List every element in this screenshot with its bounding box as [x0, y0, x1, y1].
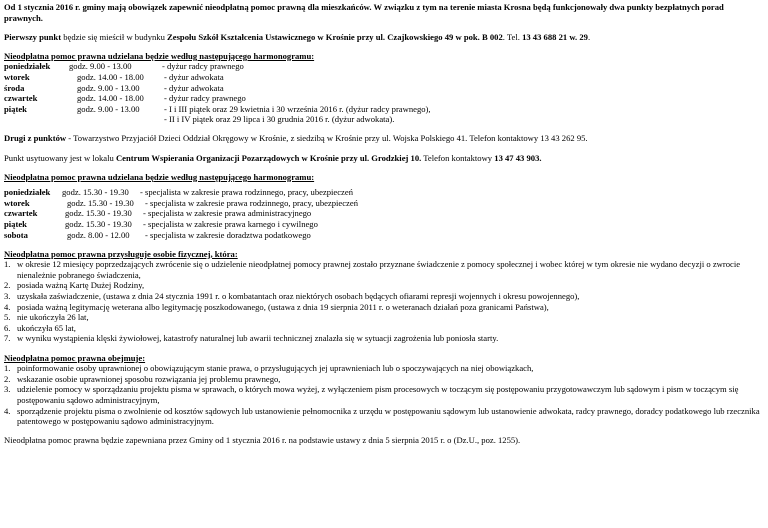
schedule1-day: wtorek — [4, 71, 30, 82]
list-item — [4, 333, 762, 344]
list-item-number: 6. — [4, 322, 11, 333]
list-item — [4, 406, 762, 427]
point1-phone: 13 43 688 21 w. 29 — [522, 31, 588, 42]
schedule1-day: środa — [4, 82, 25, 93]
schedule1-row — [4, 104, 762, 115]
schedule1-row — [4, 93, 762, 104]
schedule1-hours: godz. 9.00 - 13.00 — [77, 103, 140, 114]
location-center: Centrum Wspierania Organizacji Pozarządowych w Krośnie przy ul. Grodzkiej 10. — [115, 152, 422, 163]
schedule2-desc: - specjalista w zakresie prawa administracyjnego — [143, 208, 312, 219]
list-item-text: w okresie 12 miesięcy poprzedzających zwrócenie się o udzielenie nieodpłatnej pomocy prawnej zostało przyznane świadczenie z pomocy społecznej i wobec której w tym okresie nie wydano decyzji o zwrocie nienależnie pobranego świadczenia, — [17, 259, 741, 280]
list-item-text: wskazanie osobie uprawnionej sposobu rozwiązania jej problemu prawnego, — [17, 373, 281, 384]
schedule1-row — [4, 61, 762, 72]
schedule2-row — [4, 219, 762, 230]
schedule2-row — [4, 198, 762, 209]
list-item-number: 2. — [4, 280, 11, 291]
schedule2-desc: - specjalista w zakresie prawa rodzinnego, pracy, ubezpieczeń — [140, 187, 353, 198]
intro-text: Od 1 stycznia 2016 r. gminy mają obowiązek zapewnić nieodpłatną pomoc prawną dla mieszkańców. W związku z tym na terenie miasta Krosna będą funkcjonowały dwa punkty bezpłatnych porad prawnych. — [4, 2, 724, 23]
schedule1-row — [4, 83, 762, 94]
intro-paragraph — [4, 2, 762, 23]
schedule2-day: piątek — [4, 219, 27, 229]
list-item-number: 3. — [4, 384, 11, 395]
schedule1-day: piątek — [4, 103, 27, 114]
list-item — [4, 384, 762, 405]
schedule2-day: wtorek — [4, 197, 30, 208]
list-item — [4, 323, 762, 334]
schedule1-desc: - dyżur radcy prawnego — [162, 61, 244, 72]
list-item-number: 5. — [4, 312, 11, 323]
location-paragraph — [4, 153, 762, 164]
schedule2-hours: godz. 8.00 - 12.00 — [67, 229, 130, 240]
point1-building: Zespołu Szkół Kształcenia Ustawicznego w Krośnie przy ul. Czajkowskiego 49 w pok. B 002 — [167, 31, 503, 42]
schedule1-desc: - I i III piątek oraz 29 kwietnia i 30 września 2016 r. (dyżur radcy prawnego), — [164, 103, 431, 114]
list-item-text: posiada ważną legitymację weterana albo legitymację poszkodowanego, (ustawa z dnia 19 sierpnia 2011 r. o weteranach działań poza granicami Państwa), — [17, 301, 549, 312]
list-item-number: 3. — [4, 291, 11, 302]
schedule1-desc: - dyżur radcy prawnego — [164, 93, 246, 104]
schedule2-hours: godz. 15.30 - 19.30 — [65, 219, 132, 229]
scope-list — [4, 363, 762, 427]
footer-text: Nieodpłatna pomoc prawna będzie zapewniana przez Gminy od 1 stycznia 2016 r. na podstawie ustawy z dnia 5 sierpnia 2015 r. o (Dz.U., poz. 1255). — [4, 435, 521, 446]
point2-paragraph — [4, 133, 762, 144]
list-item — [4, 291, 762, 302]
point2-text: - Towarzystwo Przyjaciół Dzieci Oddział Okręgowy w Krośnie, z siedzibą w Krośnie przy ul. Wojska Polskiego 41. Telefon kontaktowy 13 43 262 95. — [66, 133, 588, 144]
schedule2-desc: - specjalista w zakresie prawa rodzinnego, pracy, ubezpieczeń — [145, 197, 358, 208]
list-item-text: w wyniku wystąpienia klęski żywiołowej, katastrofy naturalnej lub awarii technicznej znalazła się w sytuacji zagrożenia lub poniosła starty. — [17, 333, 499, 344]
schedule2-day: poniedziałek — [4, 187, 51, 198]
schedule2-desc: - specjalista w zakresie doradztwa podatkowego — [145, 229, 311, 240]
eligibility-list — [4, 259, 762, 344]
schedule1-desc: - dyżur adwokata — [164, 71, 224, 82]
schedule1-hours: godz. 14.00 - 18.00 — [77, 93, 144, 104]
point1-text-a: będzie się mieścił w budynku — [61, 31, 168, 42]
schedule1-desc: - dyżur adwokata — [164, 82, 224, 93]
list-item — [4, 280, 762, 291]
list-item-text: poinformowanie osoby uprawnionej o obowiązującym stanie prawa, o przysługujących jej uprawnieniach lub o spoczywających na niej obowiązkach, — [17, 363, 534, 374]
schedule2-day: sobota — [4, 229, 28, 240]
list-item — [4, 259, 762, 280]
location-text-a: Punkt usytuowany jest w lokalu — [4, 152, 116, 163]
schedule2-heading: Nieodpłatna pomoc prawna udzielana będzie według następującego harmonogramu: — [4, 171, 315, 182]
schedule2-hours: godz. 15.30 - 19.30 — [62, 187, 129, 198]
schedule1-table — [4, 61, 762, 125]
schedule1-hours: godz. 9.00 - 13.00 — [69, 61, 132, 72]
list-item — [4, 374, 762, 385]
list-item — [4, 363, 762, 374]
list-item-text: ukończyła 65 lat, — [17, 322, 76, 333]
point2-label: Drugi z punktów — [4, 133, 67, 144]
schedule2-hours: godz. 15.30 - 19.30 — [65, 208, 132, 219]
list-item-number: 2. — [4, 373, 11, 384]
eligibility-heading: Nieodpłatna pomoc prawna przysługuje osobie fizycznej, która: — [4, 248, 238, 259]
point1-label: Pierwszy punkt — [4, 31, 62, 42]
schedule1-day: poniedziałek — [4, 61, 51, 72]
list-item-number: 4. — [4, 405, 11, 416]
scope-heading: Nieodpłatna pomoc prawna obejmuje: — [4, 352, 146, 363]
list-item-text: udzielenie pomocy w sporządzaniu projektu pisma w sprawach, o których mowa wyżej, z wyłączeniem pism procesowych w toczącym się postępowaniu przygotowawczym lub sądowym i pism w toczącym się postępowaniu sądowo administracyjnym, — [17, 384, 739, 405]
schedule1-desc: - II i IV piątek oraz 29 lipca i 30 grudnia 2016 r. (dyżur adwokata). — [164, 114, 395, 125]
schedule1-row — [4, 114, 762, 125]
schedule2-row — [4, 187, 762, 198]
schedule1-day: czwartek — [4, 93, 38, 104]
list-item — [4, 302, 762, 313]
list-item-text: posiada ważną Kartę Dużej Rodziny, — [17, 280, 145, 291]
point1-text-c: . — [587, 31, 591, 42]
schedule2-hours: godz. 15.30 - 19.30 — [67, 197, 134, 208]
schedule1-hours: godz. 9.00 - 13.00 — [77, 82, 140, 93]
schedule2-row — [4, 230, 762, 241]
list-item-number: 1. — [4, 259, 11, 270]
location-phone: 13 47 43 903. — [494, 152, 542, 163]
point1-text-b: . Tel. — [502, 31, 523, 42]
schedule2-table — [4, 187, 762, 240]
list-item-text: uzyskała zaświadczenie, (ustawa z dnia 24 stycznia 1991 r. o kombatantach oraz niektórych osobach będących ofiarami represji wojennych i okresu powojennego), — [17, 291, 580, 302]
schedule2-row — [4, 208, 762, 219]
list-item — [4, 312, 762, 323]
schedule1-row — [4, 72, 762, 83]
location-text-b: Telefon kontaktowy — [421, 152, 495, 163]
list-item-text: sporządzenie projektu pisma o zwolnienie od kosztów sądowych lub ustanowienie pełnomocnika z urzędu w postępowaniu sądowym lub ustanowienie adwokata, radcy prawnego, doradcy podatkowego lub rzecznika patentowego w postępowaniu sądowo administracyjnym. — [17, 405, 760, 427]
list-item-text: nie ukończyła 26 lat, — [17, 312, 89, 323]
list-item-number: 4. — [4, 301, 11, 312]
schedule2-desc: - specjalista w zakresie prawa karnego i cywilnego — [143, 219, 318, 229]
schedule2-day: czwartek — [4, 208, 38, 219]
list-item-number: 7. — [4, 333, 11, 344]
schedule1-heading: Nieodpłatna pomoc prawna udzielana będzie według następującego harmonogramu: — [4, 50, 315, 61]
list-item-number: 1. — [4, 363, 11, 374]
point1-paragraph — [4, 32, 762, 43]
schedule1-hours: godz. 14.00 - 18.00 — [77, 71, 144, 82]
